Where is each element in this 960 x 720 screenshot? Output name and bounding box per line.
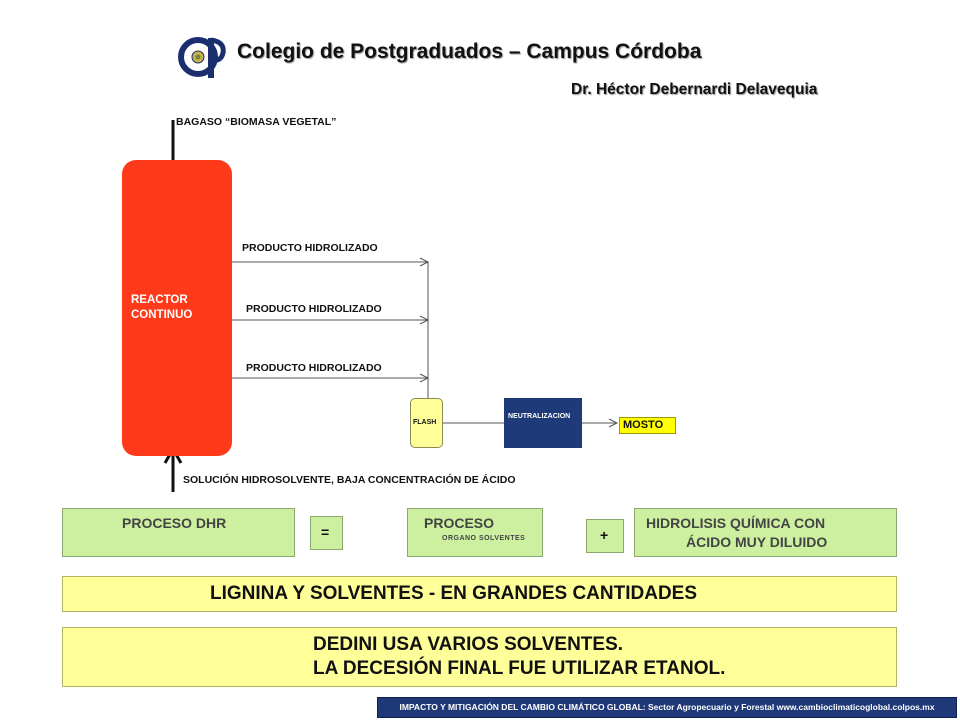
lignin-text: LIGNINA Y SOLVENTES - EN GRANDES CANTIDADES [210, 583, 698, 604]
neutralization-unit [504, 398, 582, 448]
lignin-box [62, 576, 897, 612]
footer-banner: IMPACTO Y MITIGACIÓN DEL CAMBIO CLIMÁTICO GLOBAL: Sector Agropecuario y Forestal www.cambioclimaticoglobal.colpos.mx [377, 697, 957, 718]
dedini-line-2: LA DECESIÓN FINAL FUE UTILIZAR ETANOL. [313, 658, 726, 679]
product-label-3: PRODUCTO HIDROLIZADO [246, 362, 382, 374]
process-dhr-box [62, 508, 295, 557]
neutralization-label: NEUTRALIZACION [508, 413, 571, 420]
dedini-box [62, 627, 897, 687]
plus-sign: + [600, 527, 609, 543]
process-dhr-text: PROCESO DHR [122, 515, 227, 531]
flash-label: FLASH [413, 419, 437, 426]
input-label-top: BAGASO “BIOMASA VEGETAL” [176, 116, 337, 128]
mosto-box: MOSTO [619, 417, 676, 434]
dedini-line-1: DEDINI USA VARIOS SOLVENTES. [313, 634, 624, 655]
product-label-2: PRODUCTO HIDROLIZADO [246, 303, 382, 315]
reactor-label: REACTOR CONTINUO [131, 294, 193, 321]
acid-hydrolysis-line-1: HIDROLISIS QUÍMICA CON [646, 515, 826, 531]
author-name: Dr. Héctor Debernardi Delavequia [571, 81, 818, 98]
page-title: Colegio de Postgraduados – Campus Córdoba [237, 40, 702, 63]
acid-hydrolysis-line-2: ÁCIDO MUY DILUIDO [686, 534, 828, 550]
acid-hydrolysis-box [634, 508, 897, 557]
product-label-1: PRODUCTO HIDROLIZADO [242, 242, 378, 254]
input-label-bottom: SOLUCIÓN HIDROSOLVENTE, BAJA CONCENTRACIÓN DE ÁCIDO [183, 474, 516, 486]
organosolv-subtitle: ORGANO SOLVENTES [442, 535, 526, 542]
equals-box [310, 516, 343, 550]
organosolv-title: PROCESO [424, 515, 495, 531]
organosolv-box [407, 508, 543, 557]
equals-sign: = [321, 524, 330, 540]
plus-box [586, 519, 624, 553]
